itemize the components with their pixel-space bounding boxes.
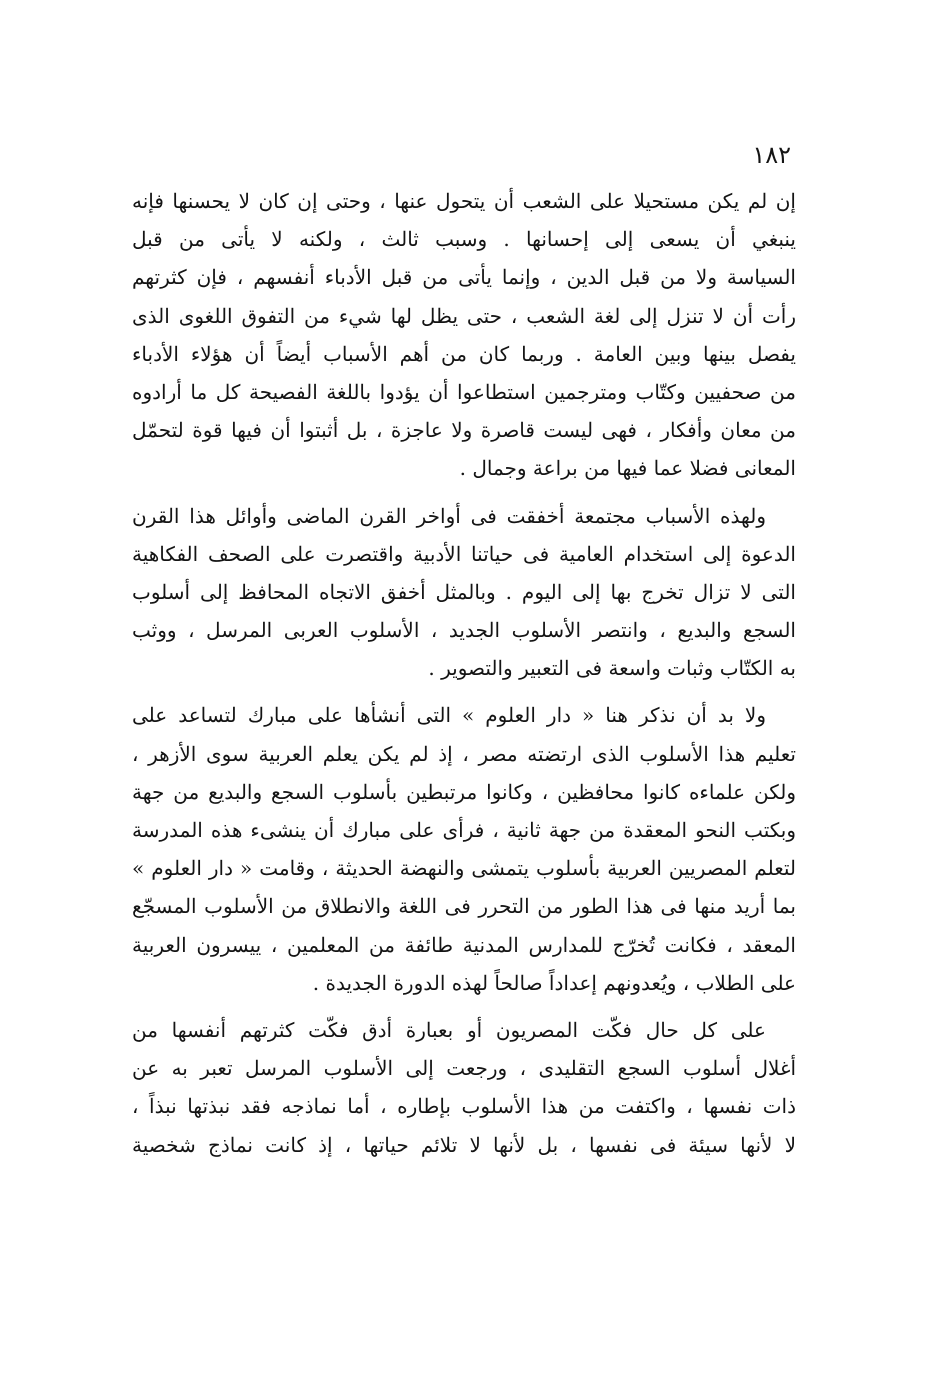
text-line: على كل حال فكّت المصريون أو بعبارة أدق فكّت كثرتهم أنفسها من xyxy=(132,1017,766,1042)
text-line: المعانى فضلا عما فيها من براعة وجمال . xyxy=(459,456,796,481)
page-number: ١٨٢ xyxy=(752,141,791,169)
text-line: السجع والبديع ، وانتصر الأسلوب الجديد ، الأسلوب العربى المرسل ، ووثب xyxy=(132,618,796,643)
text-line: أغلال أسلوب السجع التقليدى ، ورجعت إلى الأسلوب المرسل تعبر به عن xyxy=(132,1056,796,1081)
text-line: التى لا تزال تخرج بها إلى اليوم . وبالمثل أخفق الاتجاه المحافظ إلى أسلوب xyxy=(132,579,796,604)
text-line: من معان وأفكار ، فهى ليست قاصرة ولا عاجزة ، بل أثبتوا أن فيها قوة لتحمّل xyxy=(132,418,796,443)
text-line: ولكن علماءه كانوا محافظين ، وكانوا مرتبطين بأسلوب السجع والبديع من جهة xyxy=(132,779,796,804)
text-line: من صحفيين وكتّاب ومترجمين استطاعوا أن يؤدوا باللغة الفصيحة كل ما أرادوه xyxy=(132,379,796,404)
text-line: بما أريد منها فى هذا الطور من التحرر فى اللغة والانطلاق من الأسلوب المسجّع xyxy=(132,894,796,919)
paragraph-1 xyxy=(132,182,796,488)
text-line: ولهذه الأسباب مجتمعة أخفقت فى أواخر القرن الماضى وأوائل هذا القرن xyxy=(132,503,766,528)
text-line: وبكتب النحو المعقدة من جهة ثانية ، فرأى على مبارك أن ينشىء هذه المدرسة xyxy=(132,818,796,842)
text-line: لتعلم المصريين العربية بأسلوب يتمشى والنهضة الحديثة ، وقامت « دار العلوم » xyxy=(132,856,796,881)
text-line: تعليم هذا الأسلوب الذى ارتضته مصر ، إذ لم يكن يعلم العربية سوى الأزهر ، xyxy=(132,741,796,766)
text-line: لا لأنها سيئة فى نفسها ، بل لأنها لا تلائم حياتها ، إذ كانت نماذج شخصية xyxy=(132,1132,796,1157)
text-line: رأت أن لا تنزل إلى لغة الشعب ، حتى يظل لها شيء من التفوق اللغوى الذى xyxy=(132,303,796,328)
paragraph-2 xyxy=(132,497,796,688)
text-line: به الكتّاب وثبات واسعة فى التعبير والتصوير . xyxy=(428,656,796,681)
text-line: المعقد ، فكانت تُخرّج للمدارس المدنية طائفة من المعلمين ، ييسرون العربية xyxy=(132,932,796,957)
paragraph-gap xyxy=(132,1002,796,1011)
paragraph-3 xyxy=(132,696,796,1002)
paragraph-gap xyxy=(132,687,796,696)
text-line: السياسة ولا من قبل الدين ، وإنما يأتى من قبل الأدباء أنفسهم ، فإن كثرتهم xyxy=(132,265,796,290)
text-line: ولا بد أن نذكر هنا « دار العلوم » التى أنشأها على مبارك لتساعد على xyxy=(132,703,766,728)
paragraph-4 xyxy=(132,1011,796,1164)
text-line: ذات نفسها ، واكتفت من هذا الأسلوب بإطاره ، أما نماذجه فقد نبذتها نبذاً ، xyxy=(132,1094,796,1119)
text-line: على الطلاب ، ويُعدونهم إعداداً صالحاً لهذه الدورة الجديدة . xyxy=(312,970,796,995)
body-text xyxy=(132,182,796,1164)
text-line: يفصل بينها وبين العامة . وربما كان من أهم الأسباب أيضاً أن هؤلاء الأدباء xyxy=(132,341,796,366)
paragraph-gap xyxy=(132,488,796,497)
text-line: إن لم يكن مستحيلا على الشعب أن يتحول عنها ، وحتى إن كان لا يحسنها فإنه xyxy=(132,189,796,213)
text-line: ينبغي أن يسعى إلى إحسانها . وسبب ثالث ، ولكنه لا يأتى من قبل xyxy=(132,227,796,252)
text-line: الدعوة إلى استخدام العامية فى حياتنا الأدبية واقتصرت على الصحف الفكاهية xyxy=(132,541,796,566)
